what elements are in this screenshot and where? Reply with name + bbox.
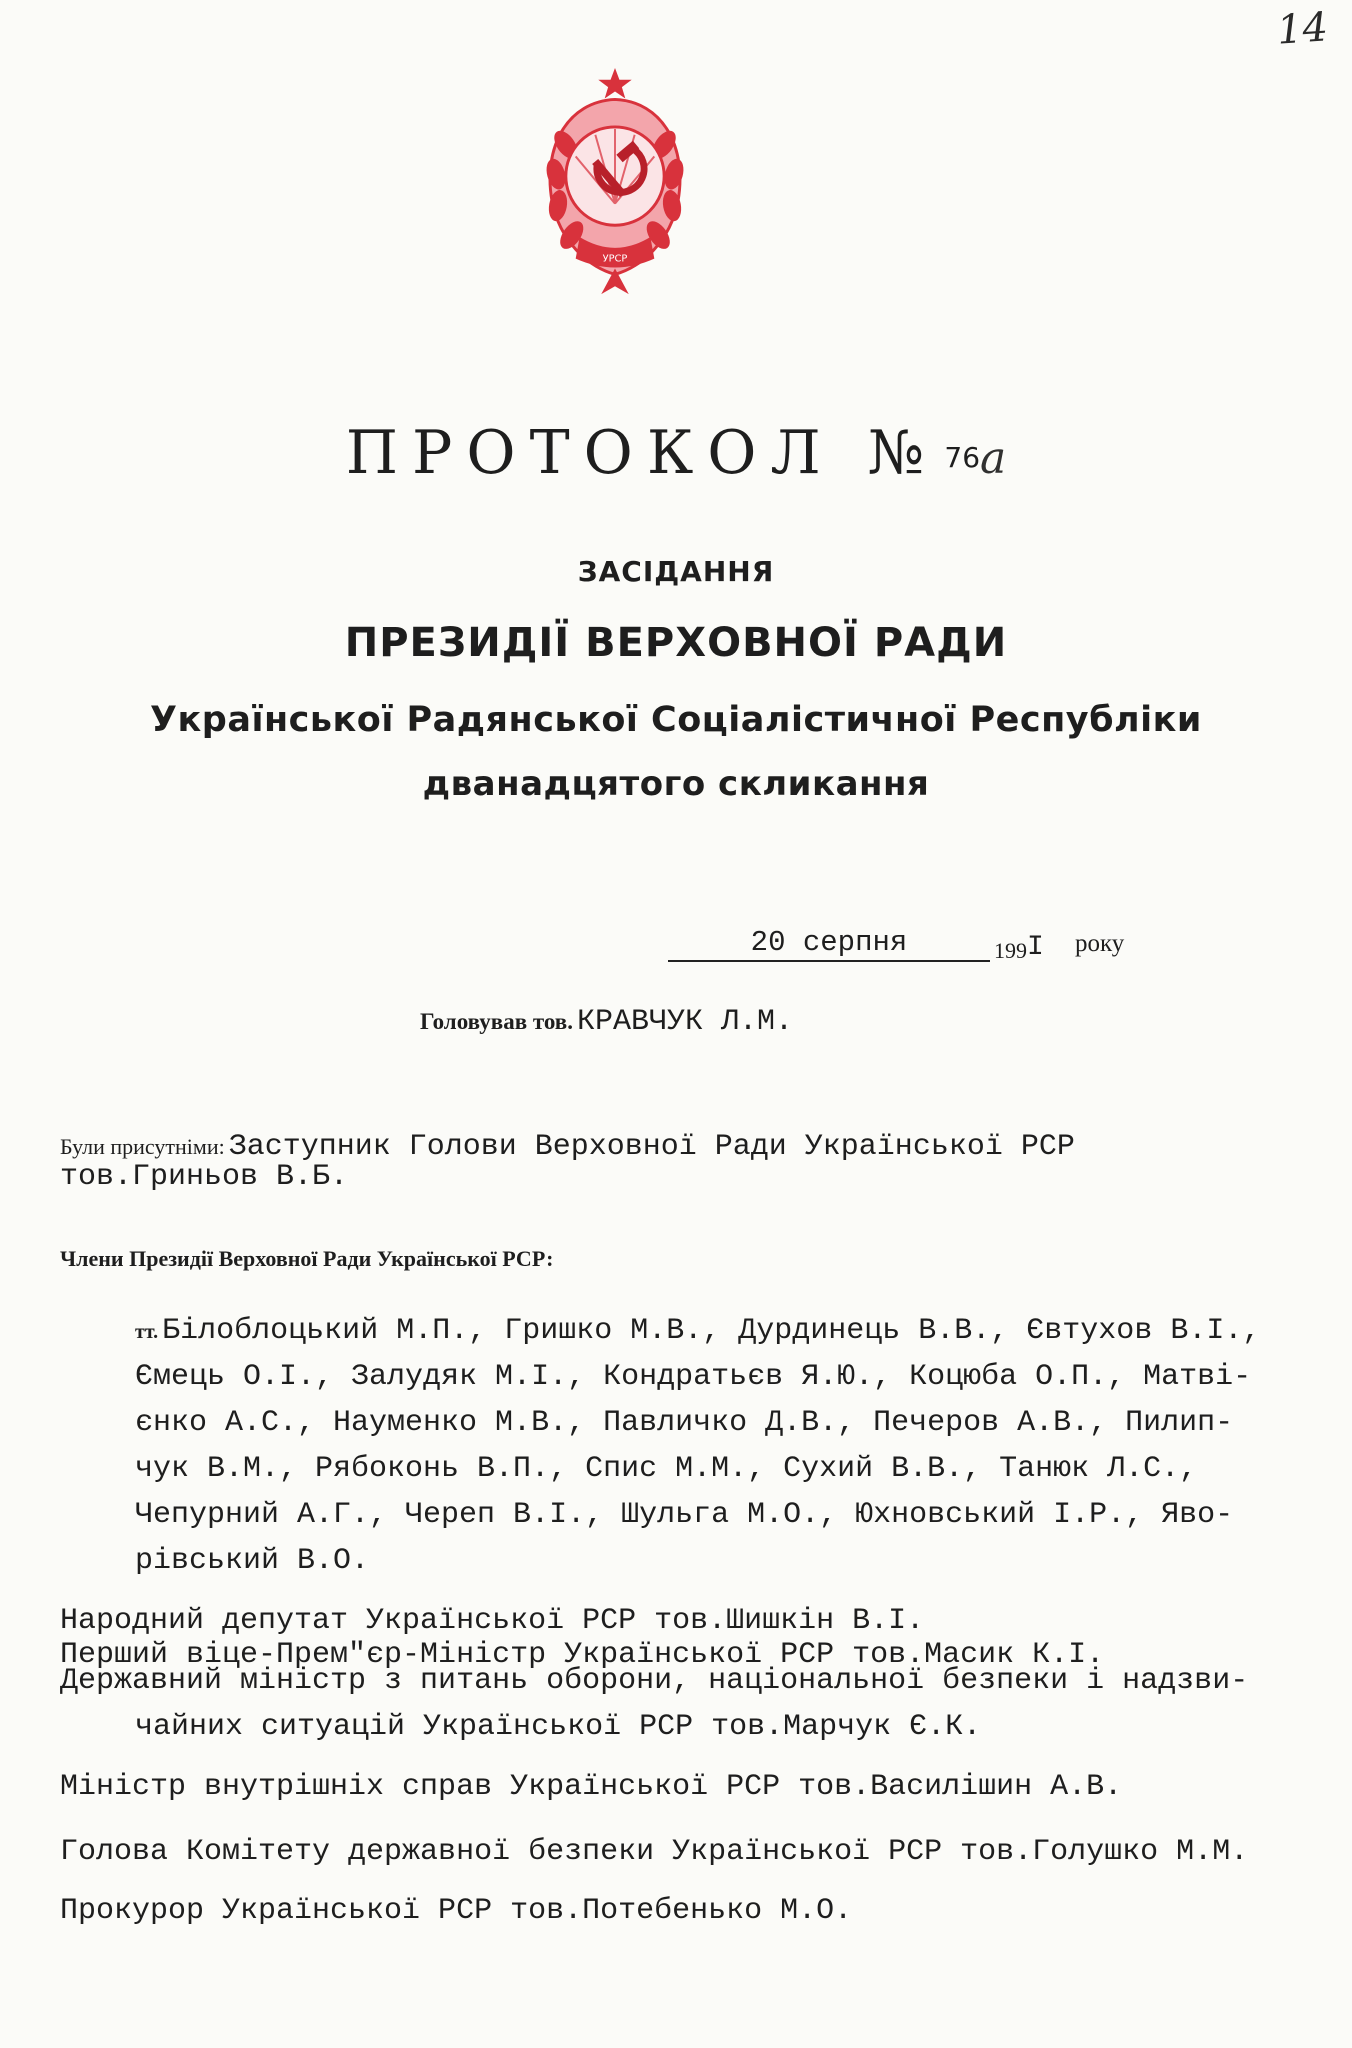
- title-text: ПРОТОКОЛ №: [345, 418, 939, 488]
- other-attendee: Міністр внутрішніх справ Української РСР тов.Василішин А.В.: [60, 1770, 1123, 1804]
- other-attendee: Голова Комітету державної безпеки Української РСР тов.Голушко М.М.: [60, 1835, 1249, 1869]
- date-suffix: року: [1075, 930, 1125, 957]
- coat-of-arms-emblem: [536, 66, 694, 298]
- chaired-by: [420, 1005, 793, 1039]
- members-line: чук В.М., Рябоконь В.П., Спис М.М., Сухий В.В., Танюк Л.С.,: [135, 1452, 1198, 1486]
- document-title: [0, 418, 1352, 488]
- heading-presidium: ПРЕЗИДІЇ ВЕРХОВНОЇ РАДИ: [344, 620, 1008, 666]
- other-attendee: Прокурор Української РСР тов.Потебенько М.О.: [60, 1894, 853, 1928]
- protocol-number: 76: [944, 441, 981, 474]
- members-label: Члени Президії Верховної Ради Української РСР:: [60, 1246, 554, 1271]
- emblem-lettering: УРСР: [602, 253, 628, 265]
- protocol-number-suffix: а: [980, 433, 1007, 484]
- date-year-prefix: 199: [994, 938, 1027, 963]
- page-number: 14: [1275, 4, 1330, 54]
- date-year-handwritten: I: [1027, 932, 1044, 963]
- other-attendee-continued: чайних ситуацій Української РСР тов.Марчук Є.К.: [135, 1710, 982, 1744]
- date-row: [668, 926, 1188, 966]
- chaired-name: КРАВЧУК Л.М.: [576, 1005, 794, 1039]
- members-line: рівський В.О.: [135, 1544, 370, 1578]
- present-line-2: тов.Гриньов В.Б.: [60, 1160, 349, 1194]
- members-line-text: Білоблоцький М.П., Гришко М.В., Дурдинець В.В., Євтухов В.І.,: [162, 1314, 1261, 1348]
- other-attendee: Державний міністр з питань оборони, національної безпеки і надзви-: [60, 1664, 1249, 1698]
- present-label: Були присутніми:: [60, 1134, 225, 1159]
- heading-republic: Української Радянської Соціалістичної Республіки: [150, 700, 1202, 740]
- other-attendee: Перший віце-Прем"єр-Міністр Української РСР тов.Масик К.І.: [60, 1638, 1105, 1672]
- heading-convocation: дванадцятого скликання: [422, 764, 930, 804]
- members-line: Чепурний А.Г., Череп В.І., Шульга М.О., Юхновський І.Р., Яво-: [135, 1498, 1234, 1532]
- star-icon: [598, 68, 631, 98]
- members-list: [135, 1308, 1315, 1584]
- other-attendee: Народний депутат Української РСР тов.Шишкін В.І.: [60, 1604, 925, 1638]
- members-line: [135, 1308, 1315, 1354]
- members-line: Ємець О.І., Залудяк М.І., Кондратьєв Я.Ю., Коцюба О.П., Матві-: [135, 1360, 1252, 1394]
- chaired-label: Головував тов.: [420, 1009, 573, 1034]
- date-day-month: 20 серпня: [668, 926, 990, 962]
- heading-session: ЗАСІДАННЯ: [577, 555, 775, 588]
- members-line: єнко А.С., Науменко М.В., Павличко Д.В., Печеров А.В., Пилип-: [135, 1406, 1234, 1440]
- present-deputy-chair: Заступник Голови Верховної Ради Української РСР: [228, 1130, 1075, 1164]
- members-prefix: тт.: [135, 1321, 159, 1343]
